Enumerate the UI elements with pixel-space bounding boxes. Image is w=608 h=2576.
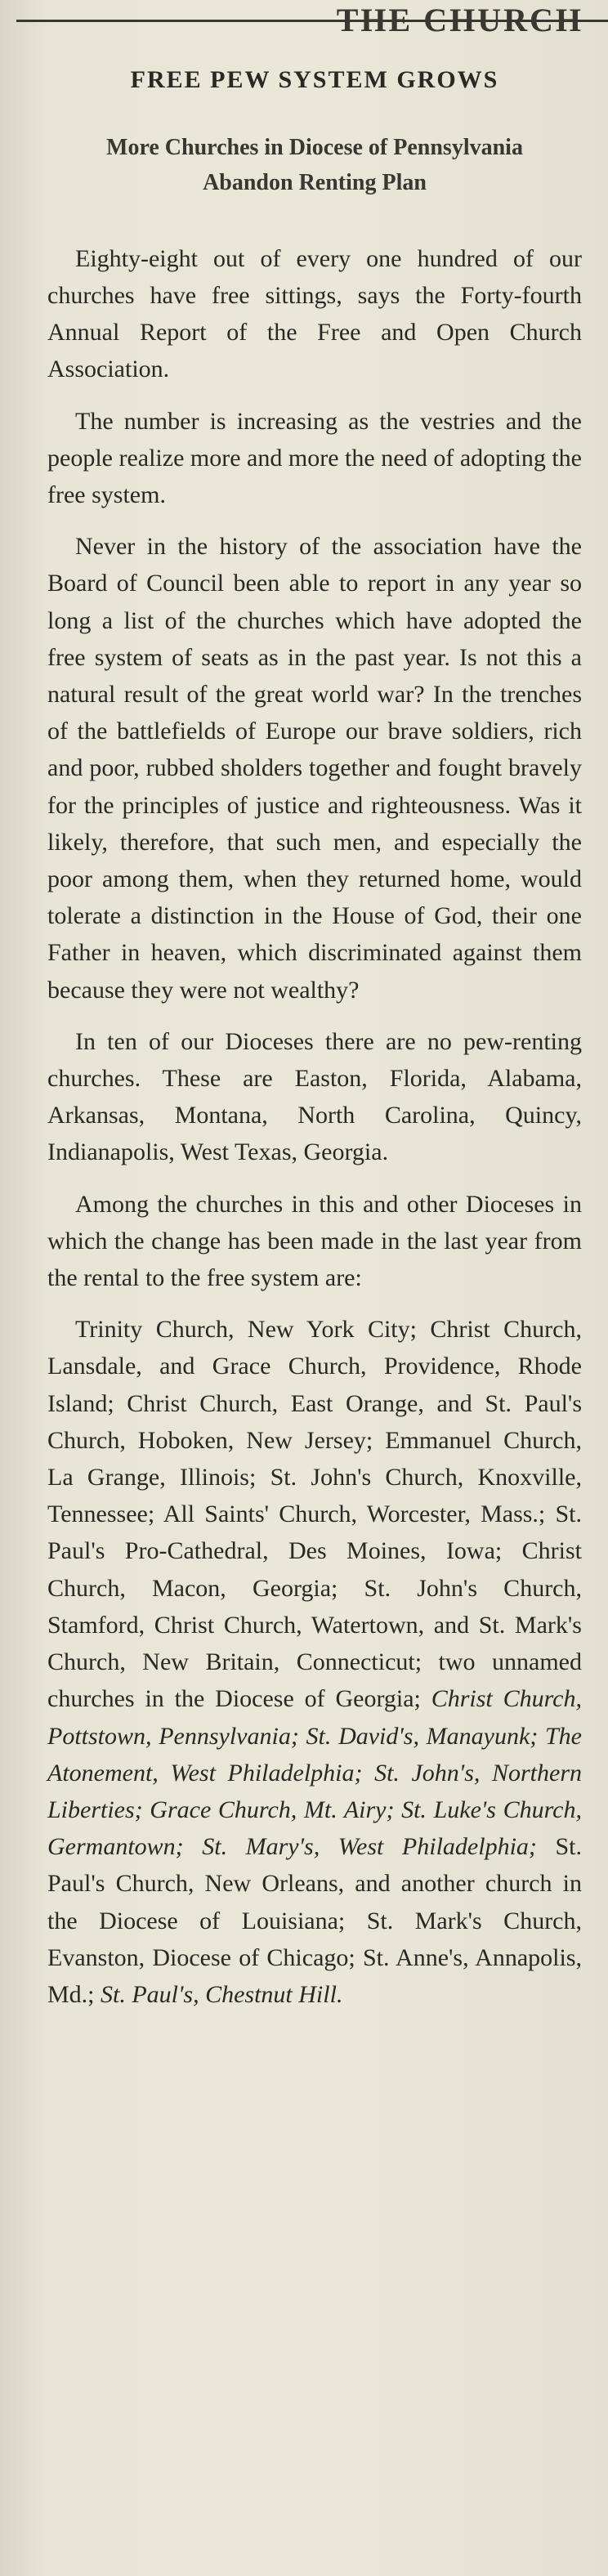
top-rule	[16, 2, 608, 38]
paragraph: Never in the history of the association have the Board of Council been able to report in any year so long a list of the churches which have adopted the free system of seats as in the past year. Is not this a natural result of the great world war? In the trenches of the battlefields of Europe our brave soldiers, rich and poor, rubbed sholders together and fought bravely for the principles of justice and righteousness. Was it likely, therefore, that such men, and especially the poor among them, when they returned home, would tolerate a distinction in the House of God, their one Father in heaven, which discriminated against them because they were not wealthy?	[47, 533, 582, 1004]
paragraph: The number is increasing as the vestries and the people realize more and more the need of adopting the free system.	[47, 407, 582, 508]
church-list-paragraph	[47, 1311, 582, 2013]
article	[47, 49, 582, 2028]
paragraph: In ten of our Dioceses there are no pew-renting churches. These are Easton, Florida, Alabama, Arkansas, Montana, North Carolina, Quincy, Indianapolis, West Texas, Georgia.	[47, 1027, 582, 1166]
article-body	[47, 240, 582, 2013]
church-list-italic: St. Paul's, Chestnut Hill.	[101, 1980, 343, 2008]
church-list-italic: Christ Church, Pottstown, Pennsylvania; St. David's, Manayunk; The Atonement, West Philadelphia; St. John's, Northern Liberties; Grace Church, Mt. Airy; St. Luke's Church, Germantown; St. Mary's, West Philadelphia;	[47, 1685, 583, 1861]
headline: FREE PEW SYSTEM GROWS	[130, 66, 499, 93]
subhead	[47, 130, 582, 201]
church-list-text: St. Paul's Church, New Orleans, and another church in the Diocese of Louisiana; St. Mark's Church, Evanston, Diocese of Chicago; St. Anne's, Annapolis, Md.;	[47, 1833, 583, 2008]
running-head: THE CHURCH	[336, 2, 583, 38]
paragraph: Among the churches in this and other Dioceses in which the change has been made in the last year from the rental to the free system are:	[47, 1190, 582, 1292]
church-list-text: Trinity Church, New York City; Christ Church, Lansdale, and Grace Church, Providence, Rhode Island; Christ Church, East Orange, and St. Paul's Church, Hoboken, New Jersey; Emmanuel Church, La Grange, Illinois; St. John's Church, Knoxville, Tennessee; All Saints' Church, Worcester, Mass.; St. Paul's Pro-Cathedral, Des Moines, Iowa; Christ Church, Macon, Georgia; St. John's Church, Stamford, Christ Church, Watertown, and St. Mark's Church, New Britain, Connecticut; two unnamed churches in the Diocese of Georgia;	[47, 1316, 582, 1713]
paragraph: Eighty-eight out of every one hundred of our churches have free sittings, says the Forty-fourth Annual Report of the Free and Open Church Association.	[47, 244, 582, 383]
subhead-line-2: Abandon Renting Plan	[203, 170, 427, 196]
subhead-line-1: More Churches in Diocese of Pennsylvania	[106, 135, 523, 160]
